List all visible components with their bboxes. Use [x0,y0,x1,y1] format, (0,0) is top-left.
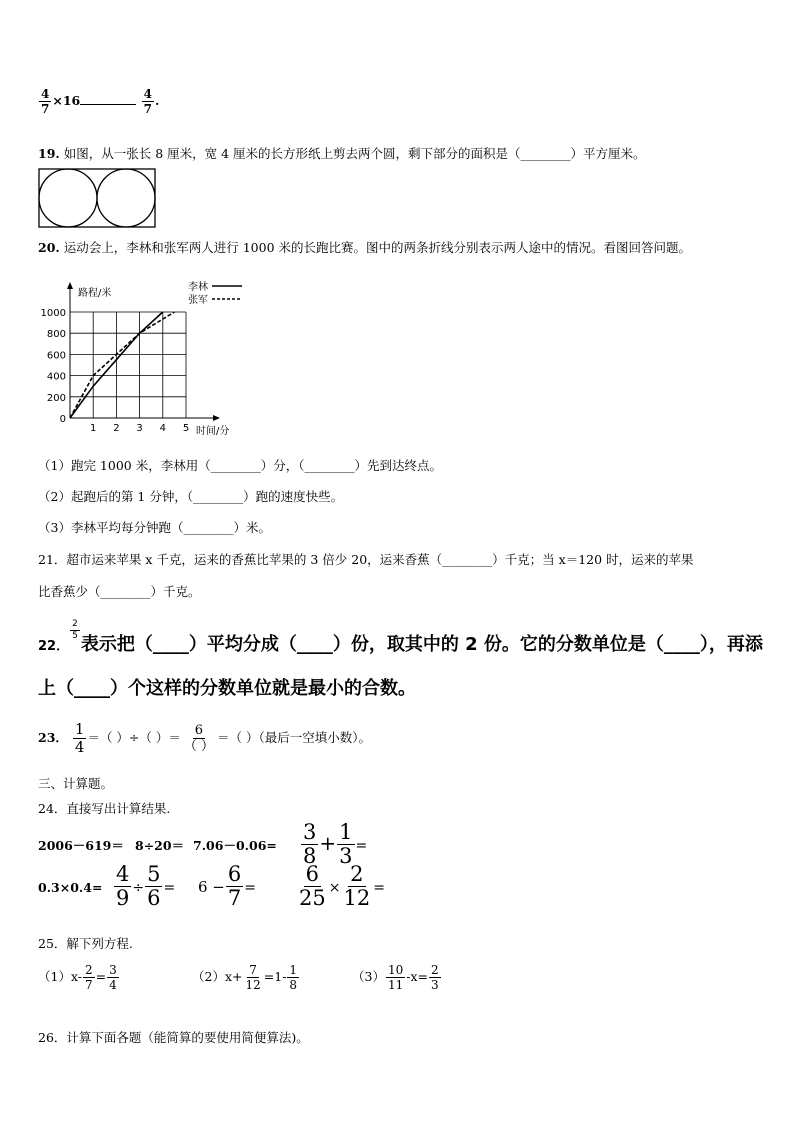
calc-item-fraction: $\frac{4}{9}$ ÷ $\frac{5}{6}$ = [116,862,176,910]
circle-left [39,169,97,227]
q18-op: ×16 [52,93,81,108]
fraction: $\frac{4}{7}$ [143,87,152,116]
q21-line2: 比香蕉少（________）千克。 [38,584,201,599]
fraction: $\frac{6}{7}$ [227,862,242,910]
equation-3: （3） $\frac{10}{11}$ -x= $\frac{2}{3}$ [352,963,439,992]
fraction: $\frac{3}{8}$ [303,820,317,868]
y-tick-label: 600 [46,350,66,362]
x-axis-label: 时间/分 [196,426,230,437]
x-tick-label: 2 [113,423,120,434]
calc-item: 8÷20＝ [135,838,185,853]
answer-blank[interactable]: ________ [520,146,571,161]
fraction: $\frac{5}{6}$ [147,862,161,910]
q22-line1: 22． $\frac{2}{5}$ 表示把（____）平均分成（____）份，取其中的 2 份。它的分数单位是（____），再添 [38,619,763,655]
fraction: $\frac{2}{12}$ [343,862,371,910]
fraction: $\frac{1}{3}$ [339,820,353,868]
q18-line: $\frac{4}{7}$ ×16 $\frac{4}{7}$ . [41,87,160,116]
calc-item: 7.06－0.06= [193,838,277,853]
q20-sub2: （2）起跑后的第 1 分钟，（________）跑的速度快些。 [38,489,344,504]
answer-blank[interactable] [80,103,136,105]
equation-1: （1）x- $\frac{2}{7}$ = $\frac{3}{4}$ [38,963,117,992]
fraction: $\frac{2}{7}$ [85,963,93,992]
fraction: $\frac{4}{9}$ [116,862,130,910]
legend-label: 李林 [188,282,208,293]
q20-sub1: （1）跑完 1000 米，李林用（________）分，（________）先到达终点。 [38,458,442,473]
q25-title: 25．解下列方程. [38,936,133,951]
calc-item-fraction: $\frac{6}{25}$ × $\frac{2}{12}$ = [299,862,385,910]
q23-line: 23． $\frac{1}{4}$ ＝（ ）÷（ ）＝ $\frac{6}{( )}$ ＝（ ）（最后一空填小数）。 [38,720,371,756]
race-line-chart [34,274,264,444]
fraction: $\frac{3}{4}$ [109,963,117,992]
y-tick-label: 1000 [40,308,66,319]
y-axis-arrow [67,282,73,289]
fraction: $\frac{10}{11}$ [387,963,404,992]
equation-2: （2）x+ $\frac{7}{12}$ =1- $\frac{1}{8}$ [192,963,298,992]
section-title: 三、计算题。 [38,776,114,791]
q22-line2: 上（____）个这样的分数单位就是最小的合数。 [38,678,416,699]
fraction: $\frac{1}{8}$ [289,963,298,992]
y-tick-label: 800 [46,329,66,341]
series-line-zhangjun [70,312,174,418]
y-tick-label: 400 [46,371,66,383]
q19-text: 19. 如图，从一张长 8 厘米，宽 4 厘米的长方形纸上剪去两个圆，剩下部分的面积是（________）平方厘米。 [38,146,646,161]
x-axis-arrow [213,415,220,421]
fraction: $\frac{6}{( )}$ [183,723,214,754]
calc-item: 2006－619＝ [38,838,124,853]
y-axis-label: 路程/米 [78,288,112,299]
x-tick-label: 4 [159,423,166,434]
q26-title: 26．计算下面各题（能简算的要使用简便算法)。 [38,1030,309,1045]
x-tick-label: 5 [182,423,190,434]
circle-right [97,169,155,227]
legend-label: 张军 [188,295,208,306]
fraction: $\frac{7}{12}$ [245,963,261,992]
y-tick-label: 0 [59,414,66,425]
rectangle-two-circles-figure [38,168,158,230]
fraction: $\frac{2}{3}$ [430,963,439,992]
calc-item-fraction: $\frac{3}{8}$ + $\frac{1}{3}$ = [303,820,368,868]
fraction: $\frac{1}{4}$ [74,720,85,756]
q20-text: 20. 运动会上，李林和张军两人进行 1000 米的长跑比赛。图中的两条折线分别表示两人途中的情况。看图回答问题。 [38,240,691,255]
y-tick-label: 200 [46,392,66,404]
calc-item: 0.3×0.4= [38,880,103,895]
fraction: $\frac{4}{7}$ [41,87,50,116]
fraction: $\frac{2}{5}$ [72,619,78,641]
fraction: $\frac{6}{25}$ [299,862,326,910]
x-tick-label: 1 [90,423,97,434]
q21-line1: 21．超市运来苹果 x 千克，运来的香蕉比苹果的 3 倍少 20，运来香蕉（________）千克；当 x＝120 时，运来的苹果 [38,552,694,567]
x-tick-label: 3 [136,423,143,434]
calc-item-fraction: 6 − $\frac{6}{7}$ = [198,862,256,910]
q24-title: 24．直接写出计算结果. [38,801,171,816]
q20-sub3: （3）李林平均每分钟跑（________）米。 [38,520,271,535]
